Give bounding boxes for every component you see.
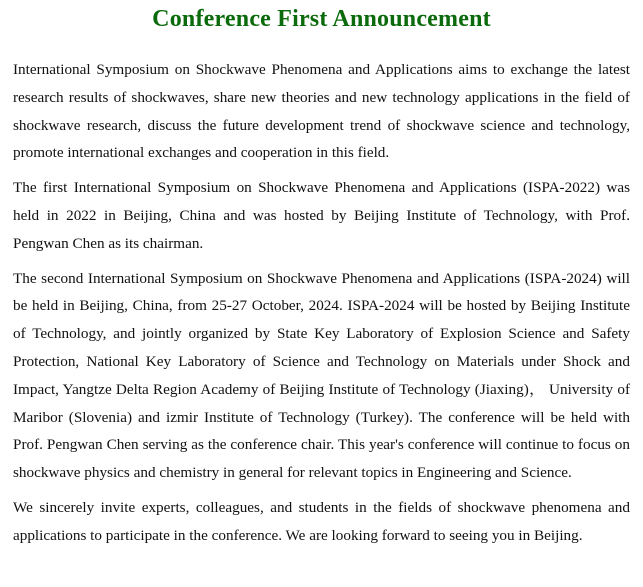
paragraph-intro: International Symposium on Shockwave Phenomena and Applications aims to exchange the latest research results of shockwaves, share new theories and new technology applications in the field of shockwave research, discuss the future development trend of shockwave science and technology, promote international exchanges and cooperation in this field. bbox=[13, 61, 630, 162]
announcement-body bbox=[13, 56, 630, 550]
paragraph-invitation: We sincerely invite experts, colleagues, and students in the fields of shockwave phenomena and applications to participate in the conference. We are looking forward to seeing you in Beijing. bbox=[13, 498, 630, 544]
paragraph-ispa-2024: The second International Symposium on Shockwave Phenomena and Applications (ISPA-2024) will be held in Beijing, China, from 25-27 October, 2024. ISPA-2024 will be hosted by Beijing Institute of Technology, and jointly organized by State Key Laboratory of Explosion Science and Safety Protection, National Key Laboratory of Science and Technology on Materials under Shock and Impact, Yangtze Delta Region Academy of Beijing Institute of Technology (Jiaxing)， University of Maribor (Slovenia) and izmir Institute of Technology (Turkey). The conference will be held with Prof. Pengwan Chen serving as the conference chair. This year's conference will continue to focus on shockwave physics and chemistry in general for relevant topics in Engineering and Science. bbox=[13, 269, 630, 482]
page-title: Conference First Announcement bbox=[152, 6, 491, 32]
paragraph-ispa-2022: The first International Symposium on Shockwave Phenomena and Applications (ISPA-2022) was held in 2022 in Beijing, China and was hosted by Beijing Institute of Technology, with Prof. Pengwan Chen as its chairman. bbox=[13, 179, 630, 252]
